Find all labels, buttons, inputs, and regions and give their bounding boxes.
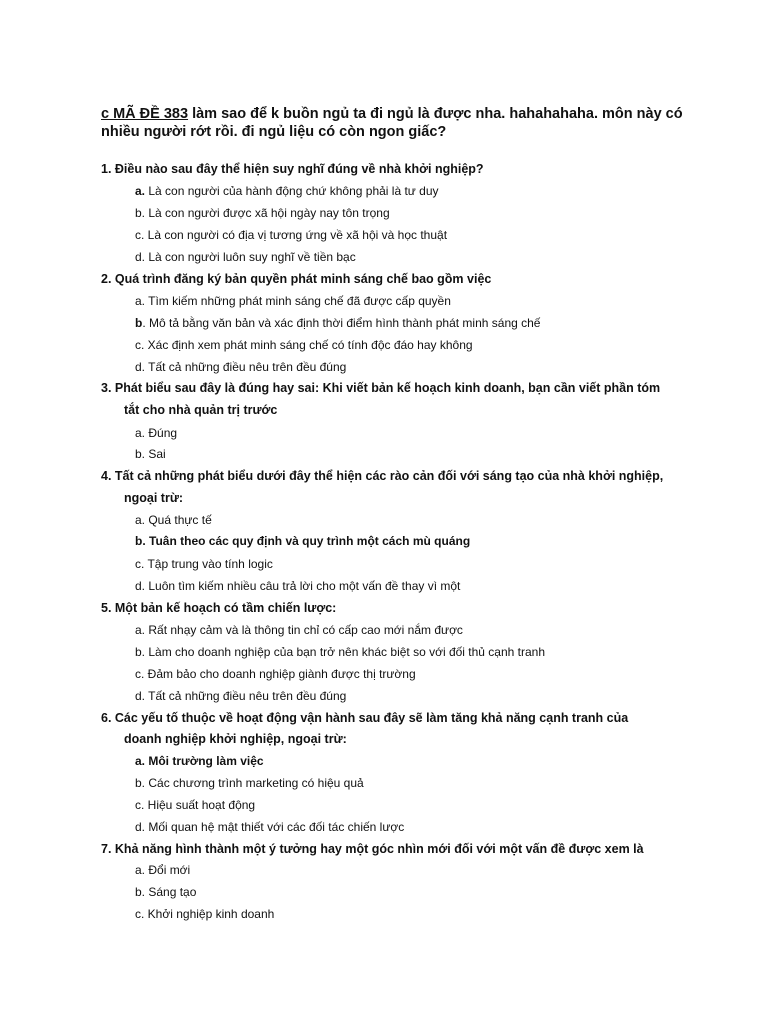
question-5-option-b: b. Làm cho doanh nghiệp của bạn trở nên khác biệt so với đối thủ cạnh tranh [135,645,546,659]
question-3-option-a: a. Đúng [135,426,178,440]
question-4-continued: ngoại trừ: [124,491,184,505]
question-2: 2. Quá trình đăng ký bản quyền phát minh sáng chế bao gồm việc [101,272,492,286]
document-title [101,105,721,141]
question-5-option-d: d. Tất cả những điều nêu trên đều đúng [135,689,347,703]
question-4: 4. Tất cả những phát biểu dưới đây thể hiện các rào cản đối với sáng tạo của nhà khởi nghiệp, [101,469,664,483]
question-1-option-d: d. Là con người luôn suy nghĩ về tiền bạc [135,250,356,264]
question-1-option-c: c. Là con người có địa vị tương ứng về xã hội và học thuật [135,228,448,242]
question-4-option-c: c. Tập trung vào tính logic [135,557,273,571]
question-2-option-d: d. Tất cả những điều nêu trên đều đúng [135,360,347,374]
question-6-option-b: b. Các chương trình marketing có hiệu quả [135,776,364,790]
title-text: làm sao để k buồn ngủ ta đi ngủ là được nha. hahahahaha. môn này có nhiều người rớt rồi. đi ngủ liệu có còn ngon giấc? [101,106,683,140]
question-6-option-c: c. Hiệu suất hoạt động [135,798,256,812]
question-4-option-d: d. Luôn tìm kiếm nhiều câu trả lời cho một vấn đề thay vì một [135,579,461,593]
question-7: 7. Khả năng hình thành một ý tưởng hay một góc nhìn mới đối với một vấn đề được xem là [101,842,644,856]
question-5-option-c: c. Đảm bảo cho doanh nghiệp giành được thị trường [135,667,416,681]
question-2-option-b: b. Mô tả bằng văn bản và xác định thời điểm hình thành phát minh sáng chế [135,316,541,330]
question-6: 6. Các yếu tố thuộc về hoạt động vận hành sau đây sẽ làm tăng khả năng cạnh tranh của [101,711,629,725]
question-5: 5. Một bản kế hoạch có tầm chiến lược: [101,601,337,615]
question-1-option-b: b. Là con người được xã hội ngày nay tôn trọng [135,206,390,220]
question-6-option-a: a. Môi trường làm việc [135,754,264,768]
question-4-option-a: a. Quá thực tế [135,513,212,527]
question-7-option-a: a. Đổi mới [135,863,191,877]
question-6-option-d: d. Mối quan hệ mật thiết với các đối tác chiến lược [135,820,405,834]
question-5-option-a: a. Rất nhạy cảm và là thông tin chỉ có cấp cao mới nắm được [135,623,463,637]
question-2-option-a: a. Tìm kiếm những phát minh sáng chế đã được cấp quyền [135,294,451,308]
question-7-option-b: b. Sáng tạo [135,885,197,899]
question-4-option-b: b. Tuân theo các quy định và quy trình một cách mù quáng [135,534,471,548]
question-3: 3. Phát biểu sau đây là đúng hay sai: Khi viết bản kế hoạch kinh doanh, bạn cần viết phần tóm [101,381,661,395]
question-3-option-b: b. Sai [135,447,166,461]
question-3-continued: tắt cho nhà quản trị trước [124,403,278,417]
question-1: 1. Điều nào sau đây thể hiện suy nghĩ đúng về nhà khởi nghiệp? [101,162,484,176]
exam-code: c MÃ ĐỀ 383 [101,106,189,122]
question-1-option-a: a. Là con người của hành động chứ không phải là tư duy [135,184,439,198]
question-7-option-c: c. Khởi nghiệp kinh doanh [135,907,275,921]
question-6-continued: doanh nghiệp khởi nghiệp, ngoại trừ: [124,732,347,746]
question-2-option-c: c. Xác định xem phát minh sáng chế có tính độc đáo hay không [135,338,473,352]
